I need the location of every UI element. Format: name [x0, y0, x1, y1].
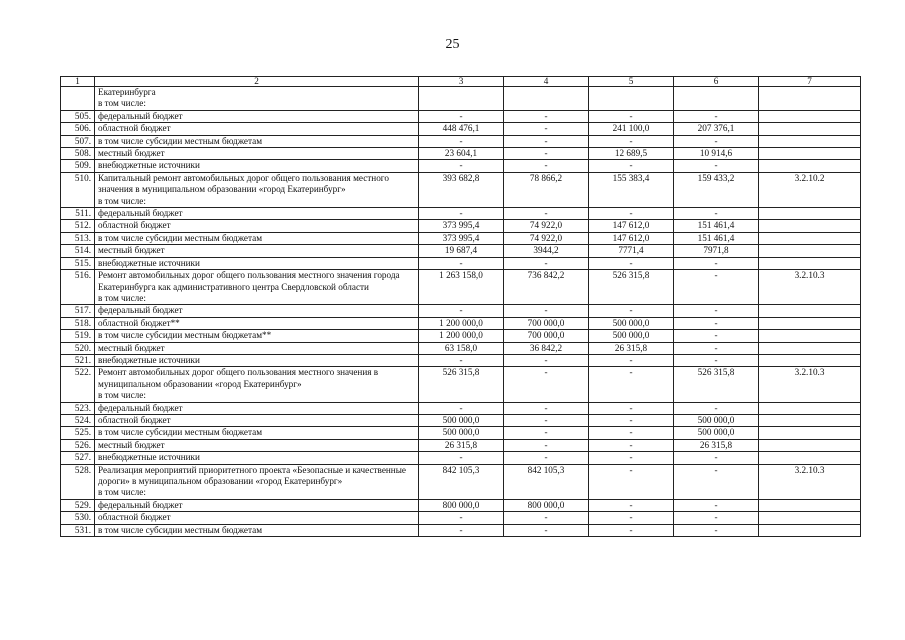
row-col-6: - — [674, 208, 759, 220]
row-col-7 — [759, 414, 861, 426]
row-col-6 — [674, 87, 759, 111]
row-col-3: 526 315,8 — [419, 367, 504, 402]
table-row — [61, 499, 861, 511]
row-number: 518. — [61, 317, 95, 329]
row-col-5: 12 689,5 — [589, 148, 674, 160]
table-row — [61, 427, 861, 439]
row-description: областной бюджет** — [95, 317, 419, 329]
row-number: 521. — [61, 354, 95, 366]
row-col-6: 10 914,6 — [674, 148, 759, 160]
table-row — [61, 208, 861, 220]
row-col-6: - — [674, 317, 759, 329]
row-col-7 — [759, 342, 861, 354]
row-col-4: - — [504, 257, 589, 269]
row-number: 513. — [61, 232, 95, 244]
row-col-7 — [759, 232, 861, 244]
row-col-5: - — [589, 402, 674, 414]
table-row — [61, 257, 861, 269]
row-col-3: - — [419, 110, 504, 122]
row-description: федеральный бюджет — [95, 305, 419, 317]
row-col-7 — [759, 220, 861, 232]
row-col-7 — [759, 257, 861, 269]
table-row — [61, 110, 861, 122]
row-description: федеральный бюджет — [95, 499, 419, 511]
row-col-7 — [759, 512, 861, 524]
row-number: 528. — [61, 464, 95, 499]
row-col-4: - — [504, 160, 589, 172]
row-col-7 — [759, 330, 861, 342]
row-col-7 — [759, 208, 861, 220]
row-col-7 — [759, 87, 861, 111]
row-col-5: - — [589, 452, 674, 464]
row-col-5: 500 000,0 — [589, 317, 674, 329]
row-col-7 — [759, 427, 861, 439]
row-col-5: - — [589, 499, 674, 511]
row-description: в том числе субсидии местным бюджетам** — [95, 330, 419, 342]
row-col-4: - — [504, 452, 589, 464]
row-col-5: - — [589, 524, 674, 536]
row-col-3: 500 000,0 — [419, 414, 504, 426]
row-number: 514. — [61, 245, 95, 257]
row-description: в том числе субсидии местным бюджетам — [95, 524, 419, 536]
row-col-7: 3.2.10.3 — [759, 464, 861, 499]
row-number: 507. — [61, 135, 95, 147]
row-col-4 — [504, 87, 589, 111]
row-col-7 — [759, 439, 861, 451]
table-row — [61, 270, 861, 305]
budget-table-body — [61, 77, 861, 537]
row-col-4: - — [504, 402, 589, 414]
table-row — [61, 232, 861, 244]
row-col-6: 26 315,8 — [674, 439, 759, 451]
row-col-3: - — [419, 524, 504, 536]
row-col-5: - — [589, 305, 674, 317]
row-description: областной бюджет — [95, 220, 419, 232]
table-row — [61, 245, 861, 257]
row-col-3: 1 263 158,0 — [419, 270, 504, 305]
row-col-6: 151 461,4 — [674, 232, 759, 244]
row-col-4: 700 000,0 — [504, 330, 589, 342]
row-number: 512. — [61, 220, 95, 232]
row-col-6: - — [674, 499, 759, 511]
row-col-4: - — [504, 135, 589, 147]
row-col-5: - — [589, 257, 674, 269]
row-col-3: - — [419, 452, 504, 464]
row-col-3: - — [419, 354, 504, 366]
row-col-3 — [419, 87, 504, 111]
row-col-7 — [759, 452, 861, 464]
row-description: Екатеринбурга в том числе: — [95, 87, 419, 111]
row-col-4: - — [504, 148, 589, 160]
row-col-7: 3.2.10.3 — [759, 367, 861, 402]
row-number: 505. — [61, 110, 95, 122]
row-col-5: 147 612,0 — [589, 232, 674, 244]
row-col-6: - — [674, 512, 759, 524]
row-description: федеральный бюджет — [95, 208, 419, 220]
row-description: местный бюджет — [95, 342, 419, 354]
table-row — [61, 342, 861, 354]
row-number: 510. — [61, 172, 95, 207]
row-number: 508. — [61, 148, 95, 160]
row-col-4: - — [504, 512, 589, 524]
header-col-4: 4 — [504, 77, 589, 87]
row-col-3: 63 158,0 — [419, 342, 504, 354]
header-col-6: 6 — [674, 77, 759, 87]
header-col-2: 2 — [95, 77, 419, 87]
row-col-4: - — [504, 123, 589, 135]
row-col-7 — [759, 110, 861, 122]
row-col-6: 500 000,0 — [674, 427, 759, 439]
row-col-5: - — [589, 512, 674, 524]
row-number: 531. — [61, 524, 95, 536]
row-description: в том числе субсидии местным бюджетам — [95, 232, 419, 244]
row-col-3: - — [419, 135, 504, 147]
row-description: местный бюджет — [95, 245, 419, 257]
row-number: 530. — [61, 512, 95, 524]
table-row — [61, 148, 861, 160]
table-row — [61, 512, 861, 524]
row-col-4: - — [504, 208, 589, 220]
row-col-4: 800 000,0 — [504, 499, 589, 511]
row-col-3: 373 995,4 — [419, 232, 504, 244]
page-number: 25 — [445, 37, 460, 52]
row-col-4: - — [504, 439, 589, 451]
row-col-5: - — [589, 160, 674, 172]
row-col-7: 3.2.10.2 — [759, 172, 861, 207]
row-col-5: - — [589, 427, 674, 439]
row-col-4: - — [504, 110, 589, 122]
table-row — [61, 402, 861, 414]
row-col-7 — [759, 354, 861, 366]
row-col-4: - — [504, 427, 589, 439]
row-col-7 — [759, 245, 861, 257]
row-col-6: - — [674, 305, 759, 317]
row-description: в том числе субсидии местным бюджетам — [95, 135, 419, 147]
row-col-5: - — [589, 439, 674, 451]
row-number: 526. — [61, 439, 95, 451]
row-col-4: 74 922,0 — [504, 220, 589, 232]
row-description: федеральный бюджет — [95, 110, 419, 122]
row-col-4: - — [504, 414, 589, 426]
row-col-6: 151 461,4 — [674, 220, 759, 232]
row-col-3: 1 200 000,0 — [419, 330, 504, 342]
row-col-7 — [759, 148, 861, 160]
row-col-5: - — [589, 135, 674, 147]
row-col-5: 526 315,8 — [589, 270, 674, 305]
row-number: 524. — [61, 414, 95, 426]
row-description: Ремонт автомобильных дорог общего пользования местного значения города Екатеринбурга как административного центра Свердловской области в том числе: — [95, 270, 419, 305]
row-col-3: - — [419, 257, 504, 269]
row-col-3: - — [419, 160, 504, 172]
row-col-6: - — [674, 524, 759, 536]
row-col-6: - — [674, 110, 759, 122]
row-col-5: - — [589, 208, 674, 220]
row-number: 520. — [61, 342, 95, 354]
row-col-3: 500 000,0 — [419, 427, 504, 439]
row-number: 529. — [61, 499, 95, 511]
row-col-6: - — [674, 452, 759, 464]
table-row — [61, 172, 861, 207]
table-row — [61, 367, 861, 402]
row-number: 506. — [61, 123, 95, 135]
row-col-5: 500 000,0 — [589, 330, 674, 342]
table-row — [61, 452, 861, 464]
row-description: федеральный бюджет — [95, 402, 419, 414]
row-col-3: 23 604,1 — [419, 148, 504, 160]
row-number: 525. — [61, 427, 95, 439]
row-col-6: - — [674, 330, 759, 342]
row-number: 522. — [61, 367, 95, 402]
row-col-4: 3944,2 — [504, 245, 589, 257]
row-description: областной бюджет — [95, 512, 419, 524]
table-row — [61, 354, 861, 366]
row-col-3: 26 315,8 — [419, 439, 504, 451]
row-col-6: - — [674, 160, 759, 172]
row-col-5: - — [589, 110, 674, 122]
row-description: областной бюджет — [95, 123, 419, 135]
table-row — [61, 524, 861, 536]
row-col-6: 7971,8 — [674, 245, 759, 257]
row-col-6: - — [674, 464, 759, 499]
row-col-7 — [759, 135, 861, 147]
row-col-4: 78 866,2 — [504, 172, 589, 207]
row-col-4: 736 842,2 — [504, 270, 589, 305]
row-col-7 — [759, 123, 861, 135]
row-description: внебюджетные источники — [95, 160, 419, 172]
table-row — [61, 317, 861, 329]
row-number: 516. — [61, 270, 95, 305]
row-col-7: 3.2.10.3 — [759, 270, 861, 305]
row-description: внебюджетные источники — [95, 257, 419, 269]
row-col-6: - — [674, 270, 759, 305]
row-col-6: - — [674, 402, 759, 414]
row-col-7 — [759, 317, 861, 329]
row-col-7 — [759, 305, 861, 317]
row-description: в том числе субсидии местным бюджетам — [95, 427, 419, 439]
row-col-6: - — [674, 257, 759, 269]
row-col-3: 842 105,3 — [419, 464, 504, 499]
row-col-5: - — [589, 464, 674, 499]
row-col-3: 393 682,8 — [419, 172, 504, 207]
row-col-5: - — [589, 367, 674, 402]
table-row — [61, 160, 861, 172]
row-col-5: - — [589, 414, 674, 426]
row-col-7 — [759, 160, 861, 172]
row-col-4: - — [504, 354, 589, 366]
header-col-5: 5 — [589, 77, 674, 87]
row-number: 517. — [61, 305, 95, 317]
row-col-3: - — [419, 305, 504, 317]
header-col-1: 1 — [61, 77, 95, 87]
row-col-7 — [759, 402, 861, 414]
row-description: внебюджетные источники — [95, 354, 419, 366]
budget-table — [60, 76, 861, 537]
table-row — [61, 220, 861, 232]
table-row — [61, 305, 861, 317]
row-col-6: 159 433,2 — [674, 172, 759, 207]
row-col-3: 800 000,0 — [419, 499, 504, 511]
row-number — [61, 87, 95, 111]
row-number: 511. — [61, 208, 95, 220]
row-description: местный бюджет — [95, 148, 419, 160]
row-col-6: 500 000,0 — [674, 414, 759, 426]
row-col-3: 373 995,4 — [419, 220, 504, 232]
row-col-5 — [589, 87, 674, 111]
row-col-5: 26 315,8 — [589, 342, 674, 354]
table-header-row — [61, 77, 861, 87]
row-col-5: 241 100,0 — [589, 123, 674, 135]
table-row — [61, 414, 861, 426]
row-col-5: 7771,4 — [589, 245, 674, 257]
row-col-6: - — [674, 354, 759, 366]
row-number: 523. — [61, 402, 95, 414]
row-col-5: - — [589, 354, 674, 366]
table-row — [61, 464, 861, 499]
header-col-3: 3 — [419, 77, 504, 87]
table-row — [61, 123, 861, 135]
table-row — [61, 87, 861, 111]
row-description: Капитальный ремонт автомобильных дорог общего пользования местного значения в муниципальном образовании «город Екатеринбург» в том числе: — [95, 172, 419, 207]
row-description: местный бюджет — [95, 439, 419, 451]
row-col-4: - — [504, 367, 589, 402]
row-col-6: 526 315,8 — [674, 367, 759, 402]
row-description: Реализация мероприятий приоритетного проекта «Безопасные и качественные дороги» в муниципальном образовании «город Екатеринбург» в том числе: — [95, 464, 419, 499]
row-col-6: - — [674, 135, 759, 147]
row-col-6: - — [674, 342, 759, 354]
row-col-3: 448 476,1 — [419, 123, 504, 135]
row-description: областной бюджет — [95, 414, 419, 426]
row-col-3: 19 687,4 — [419, 245, 504, 257]
row-col-7 — [759, 524, 861, 536]
row-col-3: - — [419, 512, 504, 524]
row-col-4: 842 105,3 — [504, 464, 589, 499]
row-col-5: 155 383,4 — [589, 172, 674, 207]
row-number: 527. — [61, 452, 95, 464]
row-col-7 — [759, 499, 861, 511]
row-col-6: 207 376,1 — [674, 123, 759, 135]
row-col-4: 700 000,0 — [504, 317, 589, 329]
row-description: внебюджетные источники — [95, 452, 419, 464]
row-number: 515. — [61, 257, 95, 269]
row-col-4: - — [504, 524, 589, 536]
row-col-4: 74 922,0 — [504, 232, 589, 244]
row-col-3: - — [419, 402, 504, 414]
row-col-3: 1 200 000,0 — [419, 317, 504, 329]
row-number: 509. — [61, 160, 95, 172]
table-row — [61, 135, 861, 147]
table-row — [61, 439, 861, 451]
row-col-4: - — [504, 305, 589, 317]
row-col-4: 36 842,2 — [504, 342, 589, 354]
row-col-5: 147 612,0 — [589, 220, 674, 232]
table-row — [61, 330, 861, 342]
row-description: Ремонт автомобильных дорог общего пользования местного значения в муниципальном образовании «город Екатеринбург» в том числе: — [95, 367, 419, 402]
header-col-7: 7 — [759, 77, 861, 87]
row-col-3: - — [419, 208, 504, 220]
row-number: 519. — [61, 330, 95, 342]
